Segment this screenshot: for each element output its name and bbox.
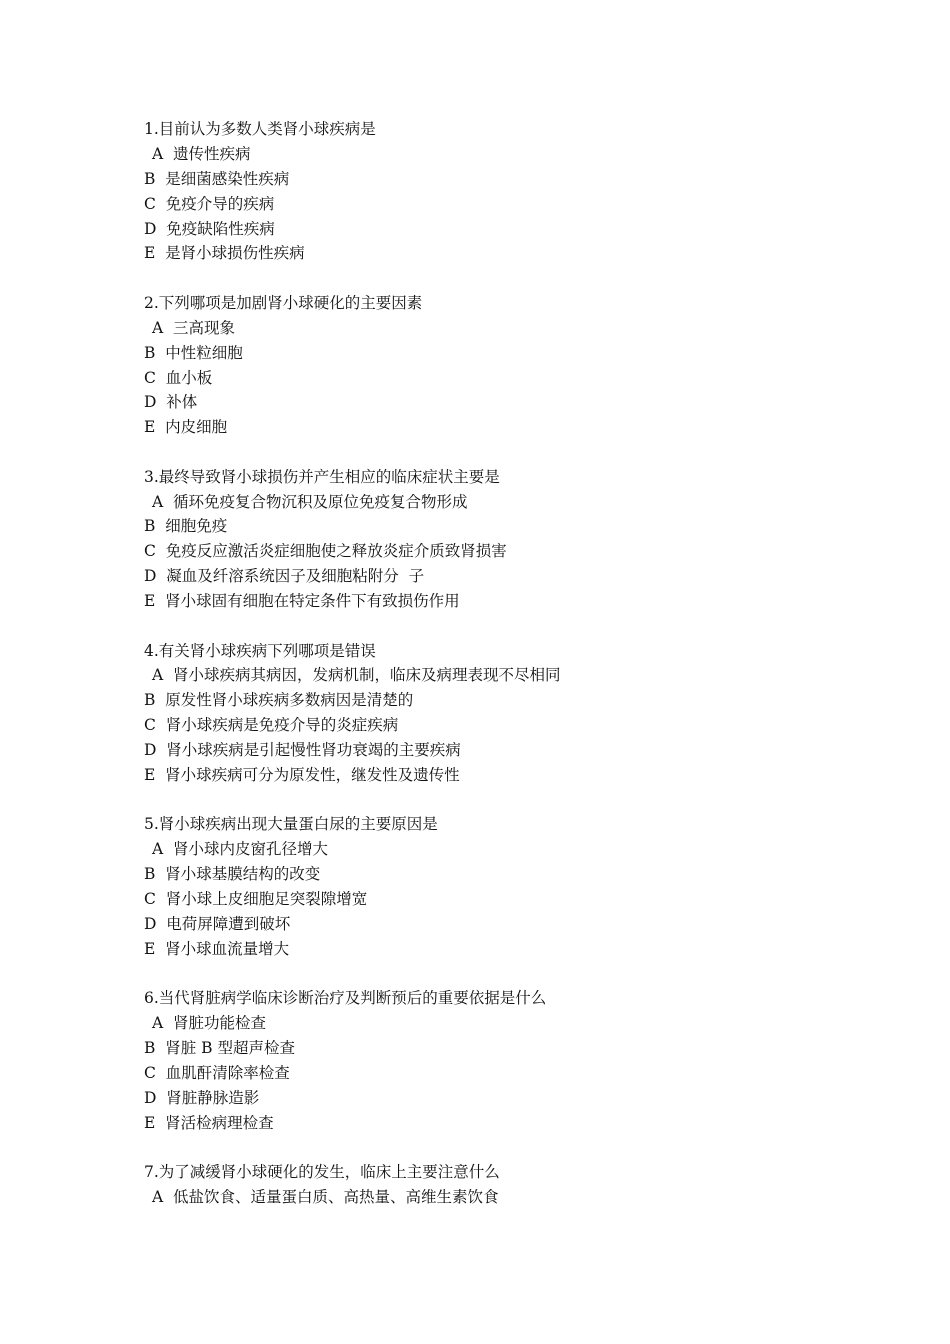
- option-e: E 肾活检病理检查: [144, 1113, 274, 1132]
- option-a: A 肾小球内皮窗孔径增大: [152, 840, 329, 859]
- option-a: A 循环免疫复合物沉积及原位免疫复合物形成: [152, 492, 468, 511]
- option-e: E 肾小球血流量增大: [144, 939, 290, 958]
- option-a: A 肾小球疾病其病因，发病机制，临床及病理表现不尽相同: [152, 666, 561, 685]
- option-c: C 肾小球上皮细胞足突裂隙增宽: [144, 890, 368, 909]
- option-a: A 肾脏功能检查: [152, 1014, 267, 1033]
- question-7: [144, 1160, 844, 1210]
- option-a: A 低盐饮食、适量蛋白质、高热量、高维生素饮食: [152, 1187, 499, 1206]
- option-e: E 肾小球固有细胞在特定条件下有致损伤作用: [144, 592, 460, 611]
- question-4: [144, 639, 844, 788]
- document-page: [144, 117, 844, 1234]
- option-c: C 血肌酐清除率检查: [144, 1063, 290, 1082]
- question-stem: 1.目前认为多数人类肾小球疾病是: [144, 120, 376, 138]
- option-a: A 遗传性疾病: [152, 144, 251, 163]
- option-b: B 是细菌感染性疾病: [144, 169, 290, 188]
- option-d: D 补体: [144, 393, 198, 412]
- question-stem: 4.有关肾小球疾病下列哪项是错误: [144, 641, 376, 660]
- question-stem: 7.为了减缓肾小球硬化的发生，临床上主要注意什么: [144, 1163, 500, 1182]
- option-e: E 内皮细胞: [144, 418, 228, 437]
- question-stem: 5.肾小球疾病出现大量蛋白尿的主要原因是: [144, 815, 438, 834]
- option-d: D 凝血及纤溶系统因子及细胞粘附分 子: [144, 567, 425, 586]
- option-b: B 原发性肾小球疾病多数病因是清楚的: [144, 691, 414, 710]
- option-d: D 肾脏静脉造影: [144, 1088, 260, 1107]
- option-e: E 是肾小球损伤性疾病: [144, 244, 305, 263]
- question-stem: 6.当代肾脏病学临床诊断治疗及判断预后的重要依据是什么: [144, 989, 547, 1008]
- question-5: [144, 812, 844, 961]
- option-d: D 免疫缺陷性疾病: [144, 219, 275, 238]
- question-1: [144, 117, 844, 266]
- option-b: B 肾小球基膜结构的改变: [144, 865, 321, 884]
- option-a: A 三高现象: [152, 318, 236, 337]
- option-d: D 肾小球疾病是引起慢性肾功衰竭的主要疾病: [144, 741, 461, 760]
- option-b: B 细胞免疫: [144, 517, 228, 536]
- option-b: B 中性粒细胞: [144, 343, 243, 362]
- option-d: D 电荷屏障遭到破坏: [144, 914, 291, 933]
- option-c: C 免疫介导的疾病: [144, 194, 275, 213]
- question-stem: 2.下列哪项是加剧肾小球硬化的主要因素: [144, 293, 423, 312]
- question-2: [144, 291, 844, 440]
- option-b: B 肾脏 B 型超声检查: [144, 1039, 295, 1057]
- option-c: C 免疫反应激活炎症细胞使之释放炎症介质致肾损害: [144, 542, 507, 561]
- option-c: C 血小板: [144, 368, 213, 387]
- question-stem: 3.最终导致肾小球损伤并产生相应的临床症状主要是: [144, 467, 500, 486]
- question-6: [144, 986, 844, 1135]
- question-3: [144, 465, 844, 614]
- option-c: C 肾小球疾病是免疫介导的炎症疾病: [144, 716, 399, 735]
- option-e: E 肾小球疾病可分为原发性，继发性及遗传性: [144, 765, 460, 784]
